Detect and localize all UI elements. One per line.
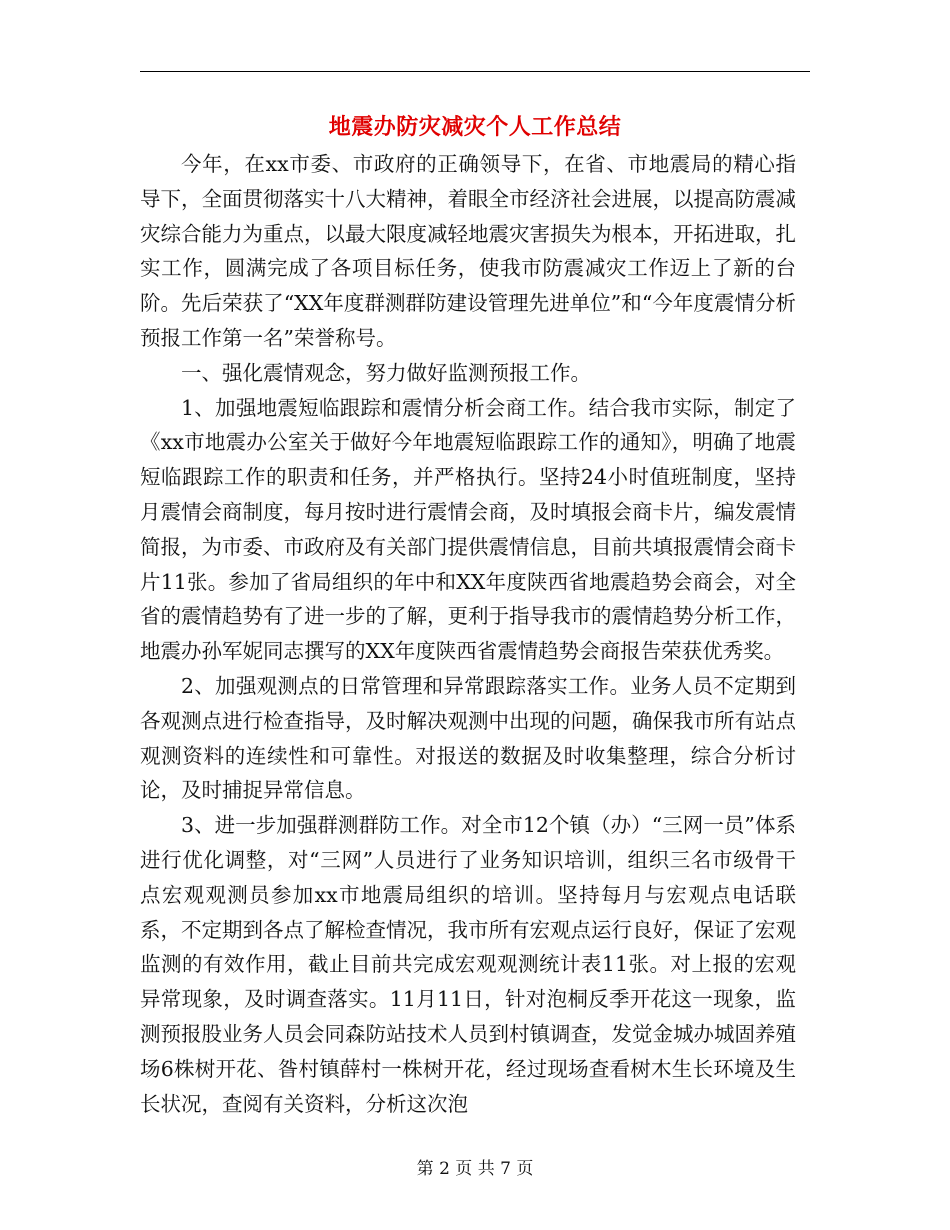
header-rule [140,71,810,72]
paragraph-item-3: 3、进一步加强群测群防工作。对全市12个镇（办）“三网一员”体系进行优化调整，对“三网”人员进行了业务知识培训，组织三名市级骨干点宏观观测员参加xx市地震局组织的培训。坚持每月与宏观点电话联系，不定期到各点了解检查情况，我市所有宏观点运行良好，保证了宏观监测的有效作用，截止目前共完成宏观观测统计表11张。对上报的宏观异常现象，及时调查落实。11月11日，针对泡桐反季开花这一现象，监测预报股业务人员会同森防站技术人员到村镇调查，发觉金城办城固养殖场6株树开花、昝村镇薛村一株树开花，经过现场查看树木生长环境及生长状况，查阅有关资料，分析这次泡 [140,813,796,1116]
paragraph-item-2: 2、加强观测点的日常管理和异常跟踪落实工作。业务人员不定期到各观测点进行检查指导，及时解决观测中出现的问题，确保我市所有站点观测资料的连续性和可靠性。对报送的数据及时收集整理，综合分析讨论，及时捕捉异常信息。 [140,673,796,803]
document-body [140,147,796,1121]
section-heading-1: 一、强化震情观念，努力做好监测预报工作。 [181,360,591,385]
paragraph-intro: 今年，在xx市委、市政府的正确领导下，在省、市地震局的精心指导下，全面贯彻落实十八大精神，着眼全市经济社会进展，以提高防震减灾综合能力为重点，以最大限度减轻地震灾害损失为根本，开拓进取，扎实工作，圆满完成了各项目标任务，使我市防震减灾工作迈上了新的台阶。先后荣获了“XX年度群测群防建设管理先进单位”和“今年度震情分析预报工作第一名”荣誉称号。 [140,152,796,350]
paragraph-item-1: 1、加强地震短临跟踪和震情分析会商工作。结合我市实际，制定了《xx市地震办公室关于做好今年地震短临跟踪工作的通知》，明确了地震短临跟踪工作的职责和任务，并严格执行。坚持24小时值班制度，坚持月震情会商制度，每月按时进行震情会商，及时填报会商卡片，编发震情简报，为市委、市政府及有关部门提供震情信息，目前共填报震情会商卡片11张。参加了省局组织的年中和XX年度陕西省地震趋势会商会，对全省的震情趋势有了进一步的了解，更利于指导我市的震情趋势分析工作，地震办孙军妮同志撰写的XX年度陕西省震情趋势会商报告荣获优秀奖。 [140,395,796,664]
page-footer: 第 2 页 共 7 页 [416,1159,534,1179]
document-title: 地震办防灾减灾个人工作总结 [328,114,622,140]
